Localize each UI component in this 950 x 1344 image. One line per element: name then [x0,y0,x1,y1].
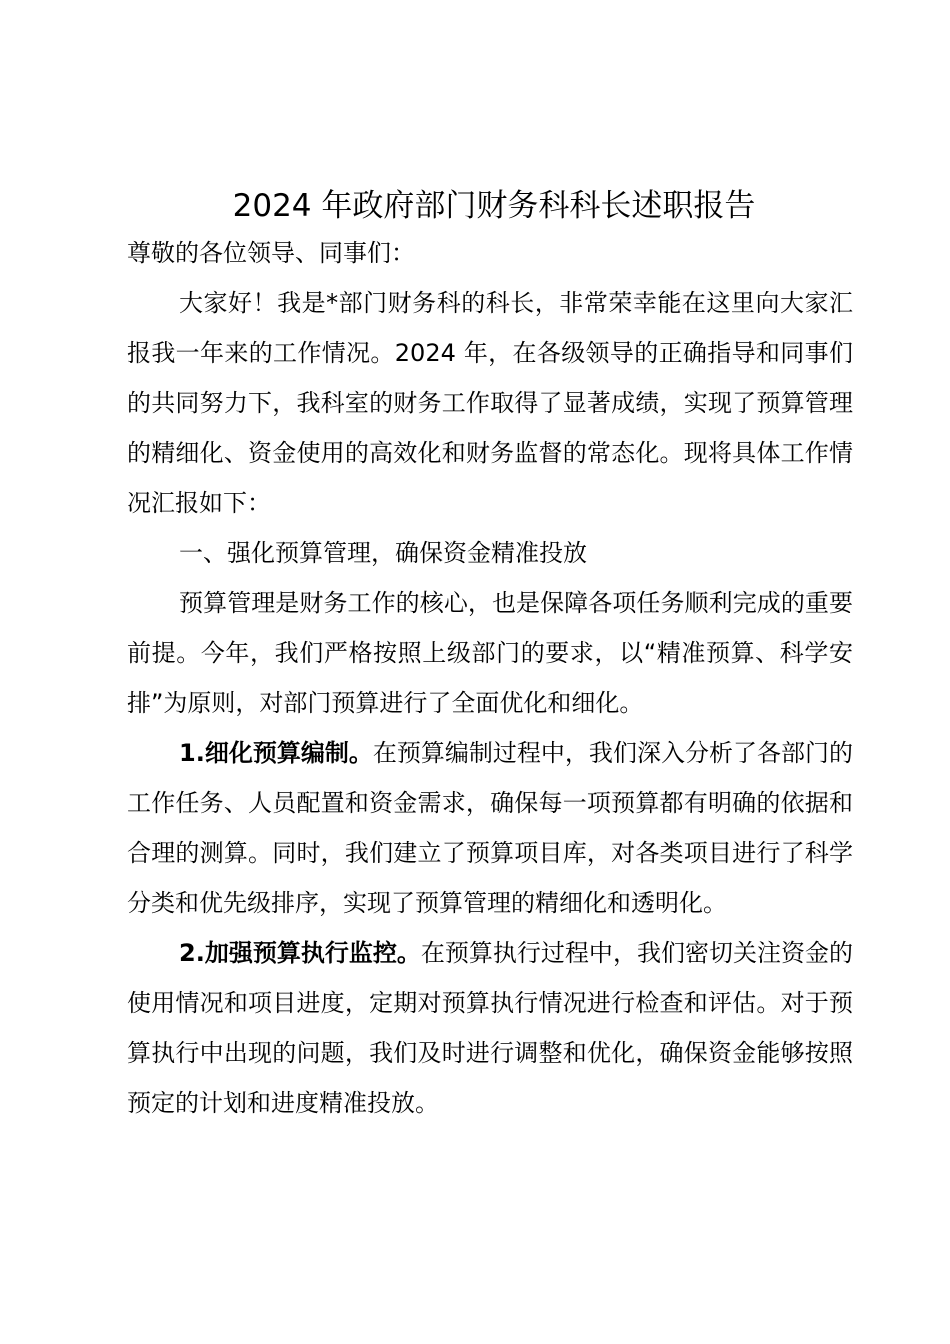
salutation: 尊敬的各位领导、同事们： [127,239,415,267]
paragraph-body-compilation: 在预算编制过程中，我们深入分析了各部门的工作任务、人员配置和资金需求，确保每一项预算都有明确的依据和合理的测算。同时，我们建立了预算项目库，对各类项目进行了科学分类和优先级排序，实现了预算管理的精细化和透明化。 [127,739,853,917]
paragraph-budget-monitoring [127,928,853,1128]
paragraph-body-monitoring: 在预算执行过程中，我们密切关注资金的使用情况和项目进度，定期对预算执行情况进行检查和评估。对于预算执行中出现的问题，我们及时进行调整和优化，确保资金能够按照预定的计划和进度精准投放。 [127,939,853,1117]
paragraph-lead-compilation: 1.细化预算编制。 [179,739,373,767]
paragraph-budget-compilation [127,728,853,928]
document-title: 2024 年政府部门财务科科长述职报告 [232,188,756,224]
paragraph-lead-monitoring: 2.加强预算执行监控。 [179,939,421,967]
section-heading-1: 一、强化预算管理，确保资金精准投放 [179,539,587,567]
document-page [127,180,853,1128]
paragraph-intro: 大家好！我是*部门财务科的科长，非常荣幸能在这里向大家汇报我一年来的工作情况。2024 年，在各级领导的正确指导和同事们的共同努力下，我科室的财务工作取得了显著成绩，实现了预算管理的精细化、资金使用的高效化和财务监督的常态化。现将具体工作情况汇报如下： [127,289,853,517]
paragraph-budget-core: 预算管理是财务工作的核心，也是保障各项任务顺利完成的重要前提。今年，我们严格按照上级部门的要求，以“精准预算、科学安排”为原则，对部门预算进行了全面优化和细化。 [127,589,853,717]
